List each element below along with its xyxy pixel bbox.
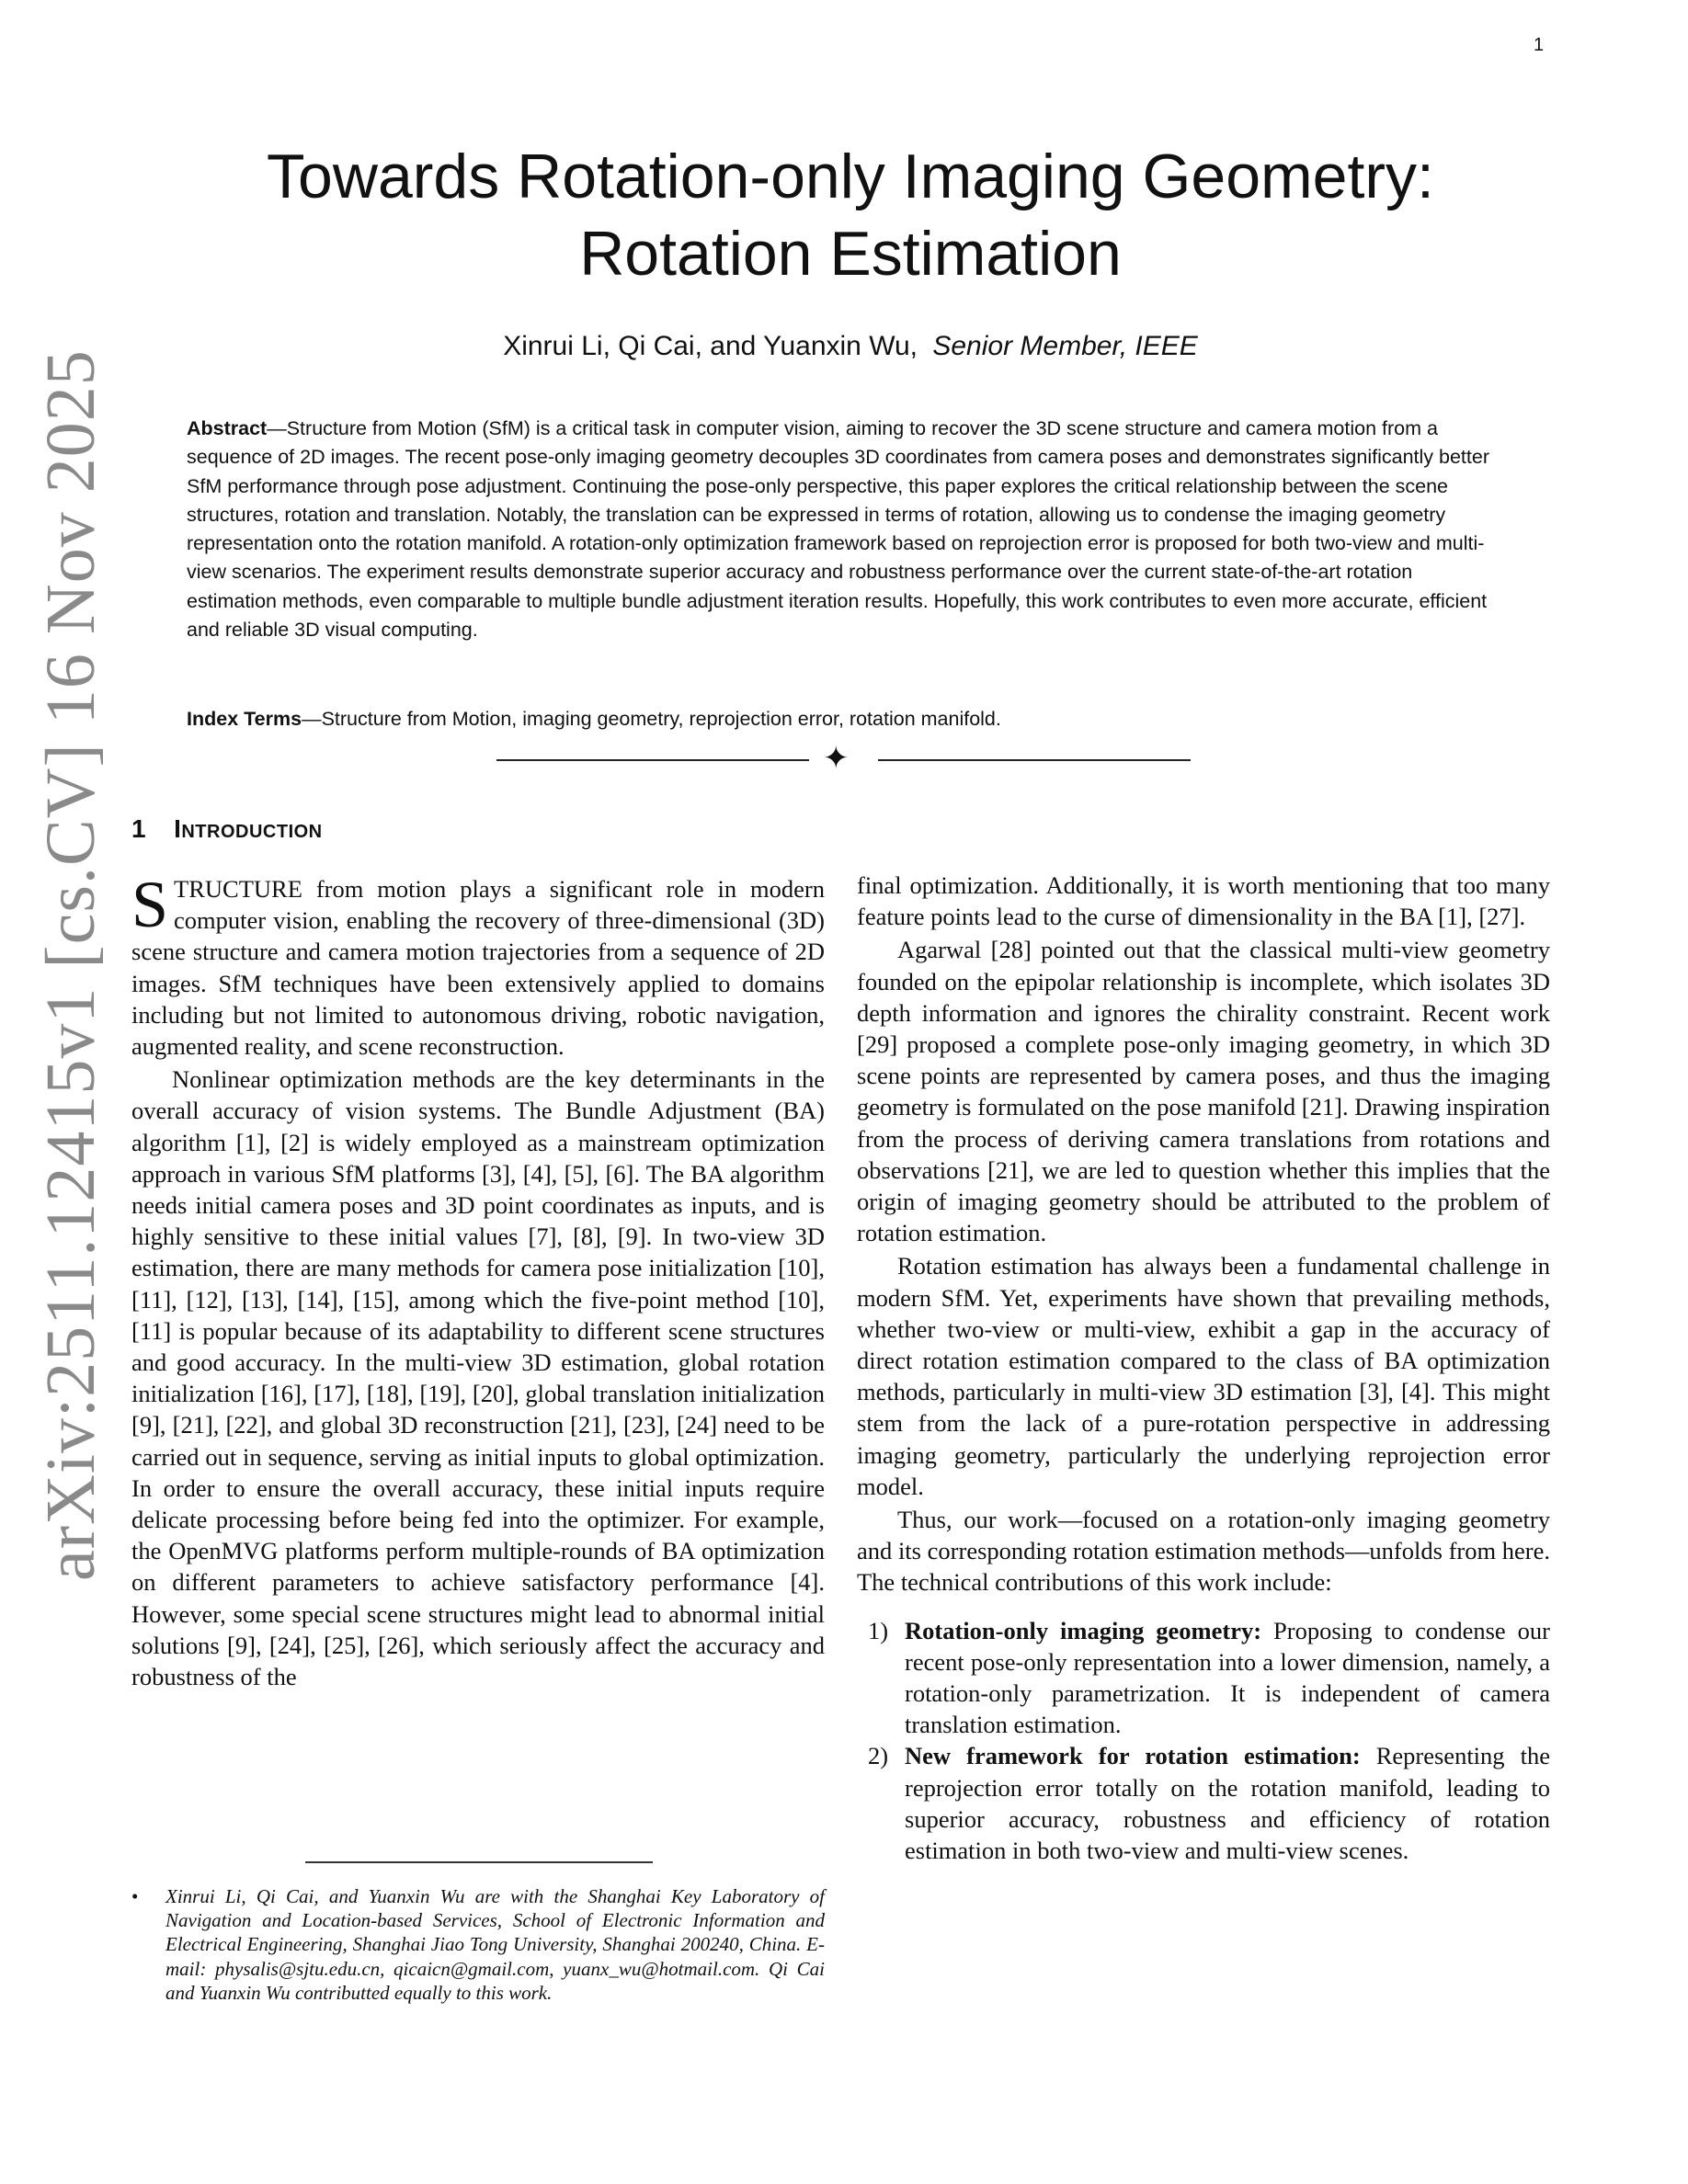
- paragraph-text: from motion plays a significant role in modern computer vision, enabling the recovery of three-dimensional (3D) scene structure and camera motion trajectories from a sequence of 2D images. SfM techniques have been extensively applied to domains including but not limited to autonomous driving, robotic navigation, augmented reality, and scene reconstruction.: [131, 875, 825, 1061]
- intro-paragraph-6: Thus, our work—focused on a rotation-only imaging geometry and its corresponding rotation estimation methods—unfolds from here. The technical contributions of this work include:: [857, 1506, 1550, 1597]
- author-footnote: [131, 1884, 825, 2005]
- dropcap: S: [131, 868, 169, 941]
- author-affiliation: Senior Member, IEEE: [932, 331, 1198, 361]
- abstract-dash: —: [267, 417, 287, 439]
- section-number: 1: [131, 814, 147, 843]
- arxiv-stamp: arXiv:2511.12415v1 [cs.CV] 16 Nov 2025: [32, 349, 109, 1581]
- bullet-icon: •: [131, 1885, 139, 1907]
- abstract: [187, 415, 1506, 644]
- separator-rule-right: [878, 759, 1191, 761]
- right-column: [857, 870, 1550, 1866]
- index-terms-dash: —: [302, 708, 322, 730]
- index-terms-text: Structure from Motion, imaging geometry, reprojection error, rotation manifold.: [321, 708, 1001, 730]
- contribution-title: New framework for rotation estimation:: [905, 1742, 1361, 1770]
- intro-paragraph-2: Nonlinear optimization methods are the key determinants in the overall accuracy of vision systems. The Bundle Adjustment (BA) algorithm [1], [2] is widely employed as a mainstream optimization approach in various SfM platforms [3], [4], [5], [6]. The BA algorithm needs initial camera poses and 3D point coordinates as inputs, and is highly sensitive to these initial values [7], [8], [9]. In two-view 3D estimation, there are many methods for camera pose initialization [10], [11], [12], [13], [14], [15], among which the five-point method [10], [11] is popular because of its adaptability to different scene structures and good accuracy. In the multi-view 3D estimation, global rotation initialization [16], [17], [18], [19], [20], global translation initialization [9], [21], [22], and global 3D reconstruction [21], [23], [24] need to be carried out in sequence, serving as initial inputs to global optimization. In order to ensure the overall accuracy, these initial inputs require delicate processing before being fed into the optimizer. For example, the OpenMVG platforms perform multiple-rounds of BA optimization on different parameters to achieve satisfactory performance [4]. However, some special scene structures might lead to abnormal initial solutions [9], [24], [25], [26], which seriously affect the accuracy and robustness of the: [131, 1065, 825, 1691]
- author-line: [184, 331, 1517, 362]
- contribution-item: [857, 1615, 1550, 1741]
- section-heading: [131, 814, 323, 844]
- section-title: Introduction: [174, 814, 323, 843]
- diamond-separator-icon: ✦: [823, 742, 850, 776]
- intro-paragraph-3: final optimization. Additionally, it is worth mentioning that too many feature points lead to the curse of dimensionality in the BA [1], [27].: [857, 871, 1550, 931]
- footnote-text: Xinrui Li, Qi Cai, and Yuanxin Wu are with the Shanghai Key Laboratory of Navigation and Location-based Services, School of Electronic Information and Electrical Engineering, Shanghai Jiao Tong University, Shanghai 200240, China. E-mail: physalis@sjtu.edu.cn, qicaicn@gmail.com, yuanx_wu@hotmail.com. Qi Cai and Yuanxin Wu contributted equally to this work.: [165, 1885, 825, 2004]
- intro-paragraph-5: Rotation estimation has always been a fundamental challenge in modern SfM. Yet, experiments have shown that prevailing methods, whether two-view or multi-view, exhibit a gap in the accuracy of direct rotation estimation compared to the class of BA optimization methods, particularly in multi-view 3D estimation [3], [4]. This might stem from the lack of a pure-rotation perspective in addressing imaging geometry, particularly the underlying reprojection error model.: [857, 1252, 1550, 1500]
- abstract-text: Structure from Motion (SfM) is a critical task in computer vision, aiming to recover the 3D scene structure and camera motion from a sequence of 2D images. The recent pose-only imaging geometry decouples 3D coordinates from camera poses and demonstrates significantly better SfM performance through pose adjustment. Continuing the pose-only perspective, this paper explores the critical relationship between the scene structures, rotation and translation. Notably, the translation can be expressed in terms of rotation, allowing us to condense the imaging geometry representation onto the rotation manifold. A rotation-only optimization framework based on reprojection error is proposed for both two-view and multi-view scenarios. The experiment results demonstrate superior accuracy and robustness performance over the current state-of-the-art rotation estimation methods, even comparable to multiple bundle adjustment iteration results. Hopefully, this work contributes to even more accurate, efficient and reliable 3D visual computing.: [187, 417, 1489, 642]
- page-number: 1: [1534, 35, 1545, 55]
- abstract-label: Abstract: [187, 417, 268, 439]
- contribution-title: Rotation-only imaging geometry:: [905, 1616, 1262, 1644]
- left-column: [131, 868, 825, 1692]
- contribution-item: [857, 1740, 1550, 1866]
- intro-paragraph-4: Agarwal [28] pointed out that the classical multi-view geometry founded on the epipolar relationship is incomplete, which isolates 3D depth information and ignores the chirality constraint. Recent work [29] proposed a complete pose-only imaging geometry, in which 3D scene points are represented by camera poses, and thus the imaging geometry is formulated on the pose manifold [21]. Drawing inspiration from the process of deriving camera translations from rotations and observations [21], we are led to question whether this implies that the origin of imaging geometry should be attributed to the problem of rotation estimation.: [857, 936, 1550, 1247]
- contribution-text: Representing the reprojection error totally on the rotation manifold, leading to superior accuracy, robustness and efficiency of rotation estimation in both two-view and multi-view scenes.: [905, 1742, 1550, 1865]
- index-terms-label: Index Terms: [187, 708, 302, 730]
- lead-smallcaps: TRUCTURE: [174, 875, 302, 903]
- paper-title: [184, 138, 1517, 292]
- contribution-number: 2): [868, 1742, 889, 1770]
- title-line-1: Towards Rotation-only Imaging Geometry:: [267, 142, 1434, 211]
- contribution-text: Proposing to condense our recent pose-only representation into a lower dimension, namely, a rotation-only parametrization. It is independent of camera translation estimation.: [905, 1616, 1550, 1739]
- intro-paragraph-1: [131, 868, 825, 1062]
- footnote-rule: [305, 1861, 653, 1863]
- separator-rule-left: [496, 759, 809, 761]
- title-line-2: Rotation Estimation: [579, 219, 1122, 289]
- contribution-number: 1): [868, 1616, 889, 1644]
- author-names: Xinrui Li, Qi Cai, and Yuanxin Wu,: [503, 331, 918, 361]
- index-terms: [187, 705, 1506, 733]
- contributions-list: [857, 1615, 1550, 1867]
